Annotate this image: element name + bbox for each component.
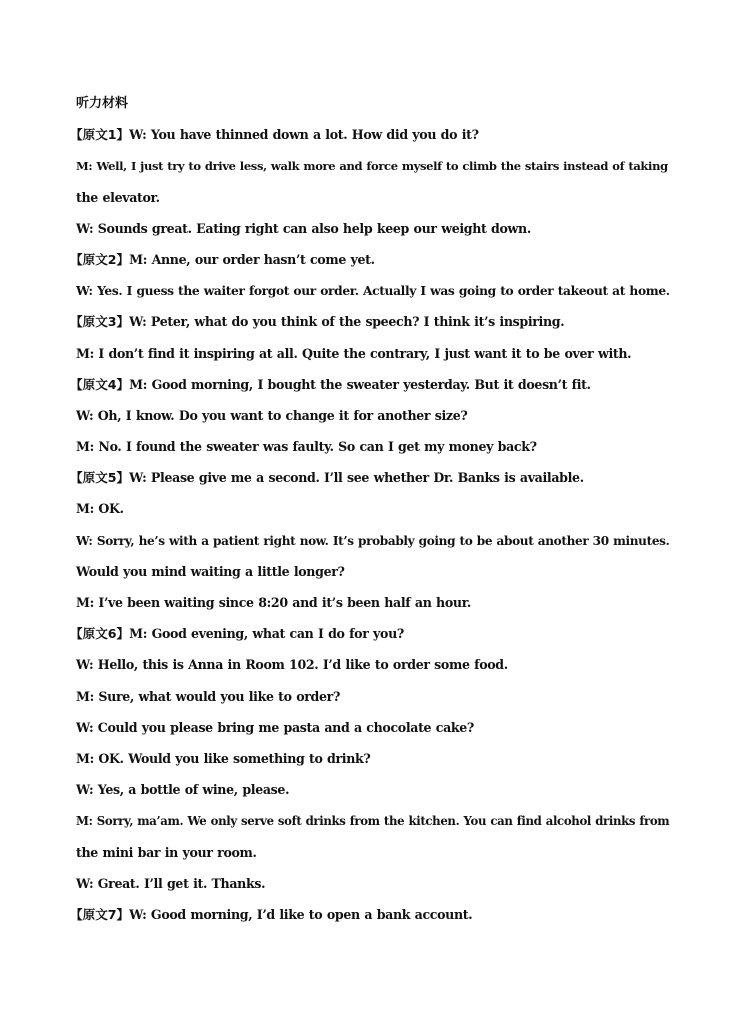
transcript-line (76, 187, 666, 218)
transcript-section-start (70, 124, 666, 155)
dialogue-text: M: Good evening, what can I do for you? (129, 626, 404, 642)
dialogue-text: M: Sorry, ma’am. We only serve soft drinks from the kitchen. You can find alcohol drinks from (76, 814, 670, 829)
transcript-line (76, 498, 666, 529)
dialogue-text: M: No. I found the sweater was faulty. So can I get my money back? (76, 439, 537, 455)
dialogue-text: M: I don’t find it inspiring at all. Quite the contrary, I just want it to be over with. (76, 345, 632, 361)
dialogue-text: W: Please give me a second. I’ll see whether Dr. Banks is available. (129, 470, 584, 486)
dialogue-text: M: Anne, our order hasn’t come yet. (129, 251, 375, 267)
dialogue-text: W: Sounds great. Eating right can also help keep our weight down. (76, 220, 531, 236)
transcript-line (76, 405, 666, 436)
dialogue-text: the mini bar in your room. (76, 844, 257, 860)
transcript-line (76, 561, 666, 592)
transcript-line (76, 748, 666, 779)
transcript-line (76, 592, 666, 623)
transcript-line (76, 280, 670, 311)
dialogue-text: W: Great. I’ll get it. Thanks. (76, 875, 266, 891)
transcript-line (76, 810, 670, 841)
transcript-line (76, 218, 666, 249)
transcript-line (76, 717, 666, 748)
dialogue-text: M: OK. (76, 501, 124, 517)
section-marker: 【原文5】 (70, 470, 130, 486)
dialogue-text: W: Hello, this is Anna in Room 102. I’d like to order some food. (76, 657, 508, 673)
transcript-line (76, 873, 666, 904)
dialogue-text: M: Good morning, I bought the sweater yesterday. But it doesn’t fit. (129, 376, 591, 392)
transcript-section-start (70, 311, 666, 342)
dialogue-text: the elevator. (76, 189, 160, 205)
transcript-lines (70, 124, 670, 935)
section-marker: 【原文7】 (70, 906, 130, 922)
transcript-line (76, 436, 666, 467)
dialogue-text: W: Oh, I know. Do you want to change it for another size? (76, 407, 468, 423)
dialogue-text: W: Peter, what do you think of the speech? I think it’s inspiring. (129, 314, 565, 330)
dialogue-text: W: Sorry, he’s with a patient right now. It’s probably going to be about another 30 minutes. (76, 533, 670, 548)
transcript-line (76, 779, 666, 810)
dialogue-text: Would you mind waiting a little longer? (76, 563, 345, 579)
transcript-section-start (70, 374, 666, 405)
transcript-line (76, 530, 670, 561)
dialogue-text: M: OK. Would you like something to drink? (76, 750, 371, 766)
transcript-line (76, 686, 666, 717)
dialogue-text: W: You have thinned down a lot. How did you do it? (129, 127, 479, 143)
section-marker: 【原文1】 (70, 127, 130, 143)
transcript-line (76, 343, 666, 374)
section-marker: 【原文3】 (70, 314, 130, 330)
section-marker: 【原文4】 (70, 376, 130, 392)
dialogue-text: M: I’ve been waiting since 8:20 and it’s been half an hour. (76, 595, 471, 610)
section-heading: 听力材料 (76, 96, 129, 111)
transcript-section-start (70, 467, 666, 498)
transcript-section-start (70, 623, 666, 654)
dialogue-text: W: Could you please bring me pasta and a chocolate cake? (76, 719, 474, 735)
transcript-line (76, 155, 666, 186)
dialogue-text: W: Good morning, I’d like to open a bank account. (129, 906, 473, 922)
section-marker: 【原文2】 (70, 251, 130, 267)
transcript-body (70, 93, 670, 935)
dialogue-text: M: Sure, what would you like to order? (76, 688, 340, 704)
transcript-section-start (70, 904, 666, 935)
transcript-line (76, 654, 666, 685)
dialogue-text: W: Yes. I guess the waiter forgot our order. Actually I was going to order takeout at home. (76, 284, 670, 299)
dialogue-text: W: Yes, a bottle of wine, please. (76, 782, 290, 798)
section-marker: 【原文6】 (70, 626, 130, 642)
transcript-line (76, 842, 666, 873)
dialogue-text: M: Well, I just try to drive less, walk more and force myself to climb the stairs instead of taking (76, 159, 668, 174)
transcript-section-start (70, 249, 666, 280)
